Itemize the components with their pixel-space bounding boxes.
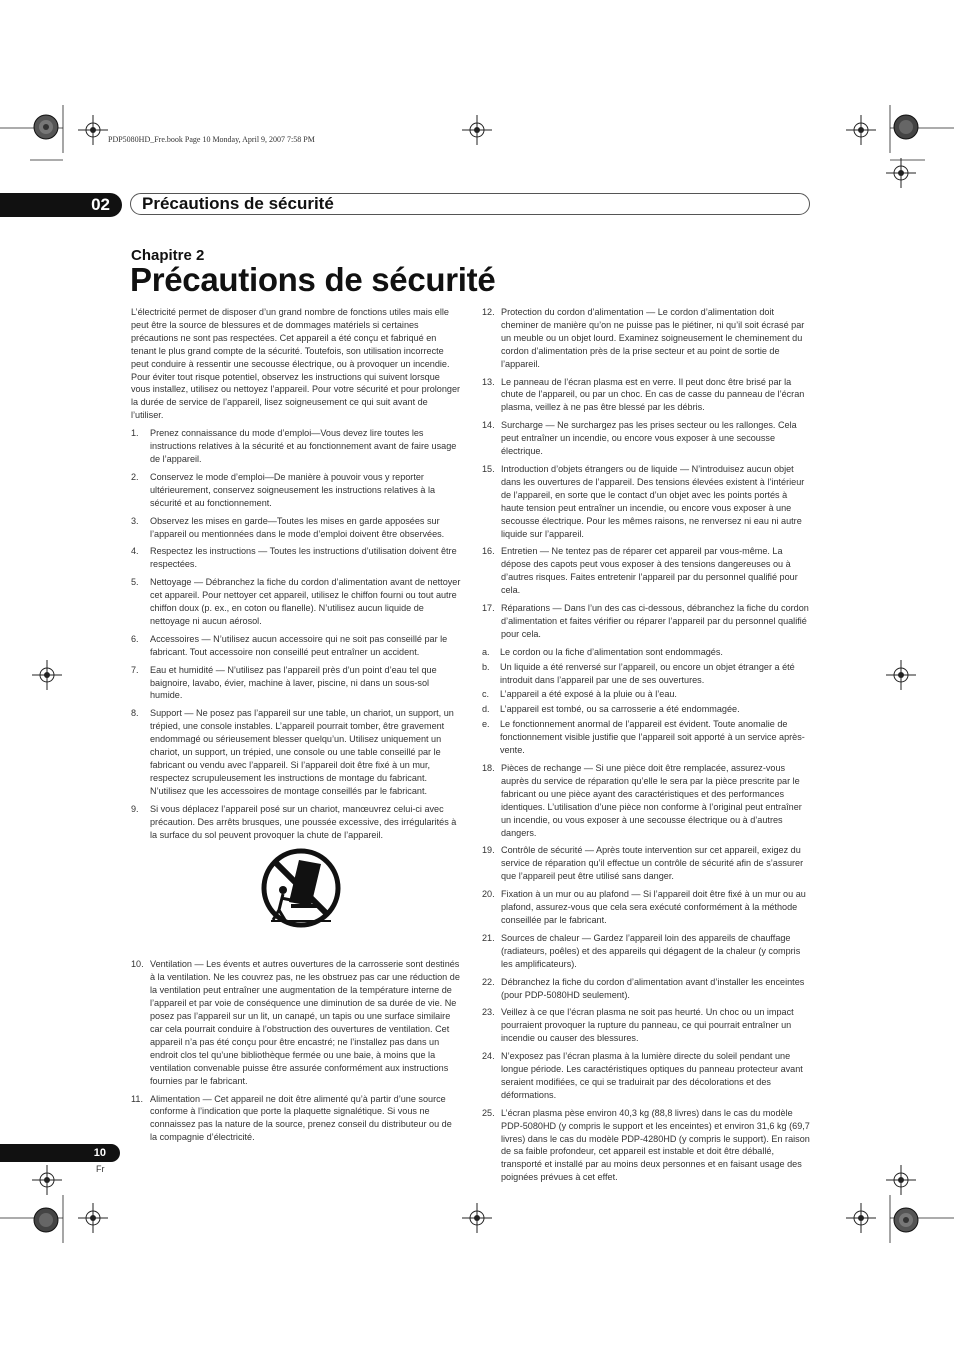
item-number: 7.	[131, 664, 139, 675]
safety-item	[131, 958, 461, 1087]
chapter-banner-title: Précautions de sécurité	[142, 194, 334, 213]
repair-conditions-list	[482, 646, 812, 757]
safety-list-left-continued	[131, 958, 461, 1144]
item-number: d.	[482, 704, 490, 715]
safety-item	[482, 1006, 812, 1045]
item-number: 5.	[131, 577, 139, 588]
page-number: 10	[0, 1144, 120, 1162]
page-title: Précautions de sécurité	[130, 261, 496, 298]
safety-list-left	[131, 427, 461, 841]
item-number: 9.	[131, 803, 139, 814]
registration-target-right-lower	[886, 1165, 916, 1195]
item-number: 22.	[482, 976, 495, 987]
item-text: Observez les mises en garde—Toutes les mises en garde apposées sur l’appareil ou mentionnées dans le mode d’emploi doivent être observées.	[150, 515, 445, 539]
safety-item	[131, 803, 461, 842]
item-text: N’exposez pas l’écran plasma à la lumière directe du soleil pendant une longue période. Les caractéristiques optiques du panneau protecteur avant seraient modifiées, ce qui se traduirait par des décolorations et des déformations.	[501, 1051, 803, 1100]
item-text: Nettoyage — Débranchez la fiche du cordon d’alimentation avant de nettoyer cet appareil. Pour nettoyer cet appareil, utilisez le chiffon fourni ou tout autre chiffon doux (p. ex., en coton ou flanelle). N’utilisez aucun liquide de nettoyage ni aucun aérosol.	[150, 577, 461, 626]
item-number: 8.	[131, 708, 139, 719]
item-number: 24.	[482, 1051, 495, 1062]
item-text: Prenez connaissance du mode d’emploi—Vous devez lire toutes les instructions relatives à la sécurité et au fonctionnement avant de faire usage de l’appareil.	[150, 428, 457, 464]
item-text: L’appareil est tombé, ou sa carrosserie a été endommagée.	[500, 704, 740, 715]
item-text: Introduction d’objets étrangers ou de liquide — N’introduisez aucun objet dans les ouvertures de l’appareil. Des tensions élevées existent à l’intérieur de l’appareil, en sorte que le contact d’un objet avec les points portés à haute tension peut entraîner un incendie, ou encore vous exposer à une secousse électrique. Pour les mêmes raisons, ne renversez ni eau ni autre liquide sur l’appareil.	[501, 463, 805, 539]
safety-item	[482, 376, 812, 415]
repair-condition-item	[482, 718, 812, 757]
item-text: Support — Ne posez pas l’appareil sur une table, un chariot, un support, un trépied, une console instables. L’appareil pourrait tomber, être gravement endommagé ou sérieusement blesser quelqu’un. Utilisez uniquement un chariot, un support, un trépied, une console ou une table conseillé par le fabricant ou vendu avec l’appareil. Si l’appareil doit être fixé à un mur, respectez scrupuleusement les instructions de montage du fabricant. N’utilisez que les accessoires de montage conseillés par le fabricant.	[150, 708, 454, 796]
item-number: 2.	[131, 471, 139, 482]
safety-item	[482, 545, 812, 597]
item-number: 1.	[131, 428, 139, 439]
item-number: 13.	[482, 376, 495, 387]
item-text: Surcharge — Ne surchargez pas les prises secteur ou les rallonges. Cela peut entraîner un incendie, ou encore vous exposer à une secousse électrique.	[501, 420, 797, 457]
safety-item	[482, 419, 812, 458]
safety-item	[482, 888, 812, 927]
safety-item	[131, 707, 461, 797]
item-text: Fixation à un mur ou au plafond — Si l’appareil doit être fixé à un mur ou au plafond, assurez-vous que cela sera exécuté conformément à la méthode conseillée par le fabricant.	[501, 889, 806, 925]
repair-condition-item	[482, 661, 812, 687]
registration-target-right-upper	[886, 158, 916, 188]
registration-target-top-left	[78, 115, 108, 145]
item-number: 15.	[482, 463, 495, 474]
item-text: L’écran plasma pèse environ 40,3 kg (88,8 livres) dans le cas du modèle PDP-5080HD (y compris le support et les enceintes) et environ 31,6 kg (69,7 livres) dans le cas du modèle PDP-4280HD (y compris le support). En raison de sa faible profondeur, cet appareil est instable et doit être déballé, transporté et installé par au moins deux personnes et en faisant usage des poignées prévues à cet effet.	[501, 1107, 810, 1183]
safety-item	[131, 515, 461, 541]
item-text: Contrôle de sécurité — Après toute intervention sur cet appareil, exigez du service de réparation qu’il effectue un contrôle de sécurité afin de s’assurer que l’appareil peut être utilisé sans danger.	[501, 845, 804, 882]
safety-item	[482, 932, 812, 971]
safety-item	[482, 602, 812, 641]
item-text: Réparations — Dans l’un des cas ci-dessous, débranchez la fiche du cordon d’alimentation et faites vérifier ou réparer l’appareil par du personnel qualifié pour cela.	[501, 603, 809, 639]
item-text: Entretien — Ne tentez pas de réparer cet appareil par vous-même. La dépose des capots peut vous exposer à des tensions dangereuses ou à d’autres risques. Faites entretenir l’appareil par du personnel qualifié pour cela.	[501, 546, 798, 596]
safety-item	[482, 1107, 812, 1184]
item-number: c.	[482, 689, 490, 700]
item-text: Respectez les instructions — Toutes les instructions d’utilisation doivent être respectées.	[150, 546, 457, 570]
item-text: Le panneau de l’écran plasma est en verre. Il peut donc être brisé par la chute de l’appareil, ou par un choc. En cas de casse du panneau de l’écran plasma, veillez à ne pas être blessé par les débris.	[501, 376, 805, 413]
repair-condition-item	[482, 703, 812, 716]
repair-condition-item	[482, 688, 812, 701]
item-text: Veillez à ce que l’écran plasma ne soit pas heurté. Un choc ou un impact pourraient provoquer la rupture du panneau, ce qui pourrait entraîner un incendie ou causer des blessures.	[501, 1007, 794, 1044]
safety-item	[131, 1093, 461, 1145]
item-number: 21.	[482, 932, 495, 943]
safety-list-right	[482, 306, 812, 641]
item-number: e.	[482, 719, 490, 730]
item-number: 23.	[482, 1007, 495, 1018]
safety-item	[131, 545, 461, 571]
language-code: Fr	[96, 1164, 105, 1174]
registration-target-bottom-center	[462, 1203, 492, 1233]
item-text: L’appareil a été exposé à la pluie ou à l’eau.	[500, 689, 677, 700]
safety-item	[131, 427, 461, 466]
item-text: Débranchez la fiche du cordon d’alimentation avant d’installer les enceintes (pour PDP-5080HD seulement).	[501, 976, 805, 1000]
item-number: 11.	[131, 1093, 143, 1104]
item-text: Si vous déplacez l’appareil posé sur un chariot, manœuvrez celui-ci avec précaution. Des arrêts brusques, une poussée excessive, des irrégularités à la surface du sol peuvent provoquer la chute de l’appareil.	[150, 803, 457, 840]
item-text: Accessoires — N’utilisez aucun accessoire qui ne soit pas conseillé par le fabricant. Tout accessoire non conseillé peut entraîner un accident.	[150, 633, 448, 657]
registration-target-left-lower	[32, 1165, 62, 1195]
item-number: 4.	[131, 546, 139, 557]
item-text: Le cordon ou la fiche d’alimentation sont endommagés.	[500, 646, 723, 657]
item-text: Pièces de rechange — Si une pièce doit être remplacée, assurez-vous auprès du service de réparation qu’elle le sera par la pièce prescrite par le fabricant ou une pièce ayant des caractéristiques et des performances identiques. L’utilisation d’une pièce non conforme à l’original peut entraîner un incendie, ou vous exposer à une secousse électrique ou à d’autres dangers.	[501, 763, 802, 838]
registration-target-bottom-right	[846, 1203, 876, 1233]
safety-item	[131, 633, 461, 659]
item-number: 14.	[482, 420, 495, 431]
item-number: 25.	[482, 1107, 495, 1118]
safety-list-right-continued	[482, 762, 812, 1184]
item-text: Ventilation — Les évents et autres ouvertures de la carrosserie sont destinés à la ventilation. Ne les couvrez pas, ne les obstruez pas car une réduction de la ventilation peut entraîner une augmentation de la température interne de l’appareil et par voie de conséquence une diminution de sa durée de vie. Ne posez pas l’appareil sur un lit, un canapé, un tapis ou une surface similaire car cela pourrait conduire à l’obstruction des ouvertures de ventilation. Cet appareil n’a pas été conçu pour être encastré; ne l’installez pas dans un endroit clos tel qu’une bibliothèque fermée ou une baie, à moins que la ventilation convenable puisse être assurée conformément aux instructions fournies par le fabricant.	[150, 959, 460, 1086]
chapter-label: Chapitre 2	[131, 247, 205, 264]
registration-target-right-mid	[886, 660, 916, 690]
item-text: Conservez le mode d’emploi—De manière à pouvoir vous y reporter ultérieurement, conservez soigneusement les instructions relatives à la sécurité et au fonctionnement.	[150, 471, 436, 508]
item-number: b.	[482, 661, 490, 672]
chapter-number-tab: 02	[0, 193, 122, 217]
item-number: 18.	[482, 763, 495, 773]
safety-item	[482, 762, 812, 839]
registration-wheel-bottom-left	[33, 1207, 59, 1233]
registration-target-left-mid	[32, 660, 62, 690]
item-text: Eau et humidité — N’utilisez pas l’appareil près d’un point d’eau tel que baignoire, lavabo, évier, machine à laver, piscine, ni dans un sous-sol humide.	[150, 664, 437, 701]
print-header: PDP5080HD_Fre.book Page 10 Monday, April 9, 2007 7:58 PM	[108, 135, 315, 144]
item-number: a.	[482, 646, 490, 657]
item-text: Le fonctionnement anormal de l’appareil est évident. Toute anomalie de fonctionnement visible justifie que l’appareil soit apporté à un service après-vente.	[500, 719, 805, 756]
item-text: Sources de chaleur — Gardez l’appareil loin des appareils de chauffage (radiateurs, poêles) et des appareils qui dégagent de la chaleur (y compris les amplificateurs).	[501, 932, 801, 969]
item-text: Un liquide a été renversé sur l’appareil, ou encore un objet étranger a été introduit dans l’appareil par une de ses ouvertures.	[500, 661, 795, 685]
safety-item	[482, 976, 812, 1002]
safety-item	[482, 463, 812, 540]
item-text: Protection du cordon d’alimentation — Le cordon d’alimentation doit cheminer de manière qu’on ne puisse pas le piétiner, ni qu’il soit écrasé par un meuble ou un objet lourd. Examinez soigneusement le cheminement du cordon d’alimentation près de la prise secteur et au point de sortie de l’appareil.	[501, 307, 805, 369]
item-number: 20.	[482, 889, 495, 900]
registration-wheel-bottom-right	[893, 1207, 919, 1233]
item-number: 3.	[131, 515, 139, 526]
registration-target-top-right	[846, 115, 876, 145]
registration-wheel-top-left	[33, 114, 59, 140]
safety-item	[482, 1050, 812, 1102]
item-number: 17.	[482, 603, 495, 614]
registration-target-bottom-left	[78, 1203, 108, 1233]
registration-wheel-top-right	[893, 114, 919, 140]
intro-paragraph: L’électricité permet de disposer d’un grand nombre de fonctions utiles mais elle peut être la source de blessures et de dommages matériels si certaines précautions ne sont pas respectées. Cet appareil a été conçu et fabriqué en tenant le plus grand compte de la sécurité. Toutefois, son utilisation incorrecte peut conduire à ressentir une secousse électrique, ou à provoquer un incendie. Pour éviter tout risque potentiel, observez les instructions qui suivent lorsque vous installez, utilisez ou nettoyez l’appareil. Pour votre sécurité et pour prolonger la durée de service de l’appareil, lisez soigneusement ce qui suit avant de l’utiliser.	[131, 307, 461, 421]
right-column	[482, 306, 812, 1189]
cart-warning-figure	[131, 846, 461, 958]
registration-target-top-center	[462, 115, 492, 145]
item-number: 19.	[482, 845, 495, 856]
item-number: 6.	[131, 633, 139, 644]
repair-condition-item	[482, 646, 812, 659]
item-text: Alimentation — Cet appareil ne doit être alimenté qu’à partir d’une source conforme à l’indication que porte la plaquette signalétique. Si vous ne connaissez pas la nature de la source, prenez conseil du distributeur ou de la compagnie d’électricité.	[150, 1093, 452, 1143]
safety-item	[131, 664, 461, 703]
item-number: 12.	[482, 307, 495, 317]
safety-item	[482, 844, 812, 883]
left-column	[131, 306, 461, 1149]
safety-item	[482, 306, 812, 371]
safety-item	[131, 471, 461, 510]
cart-tip-over-icon	[261, 848, 341, 928]
item-number: 16.	[482, 546, 495, 557]
item-number: 10.	[131, 959, 144, 970]
safety-item	[131, 576, 461, 628]
